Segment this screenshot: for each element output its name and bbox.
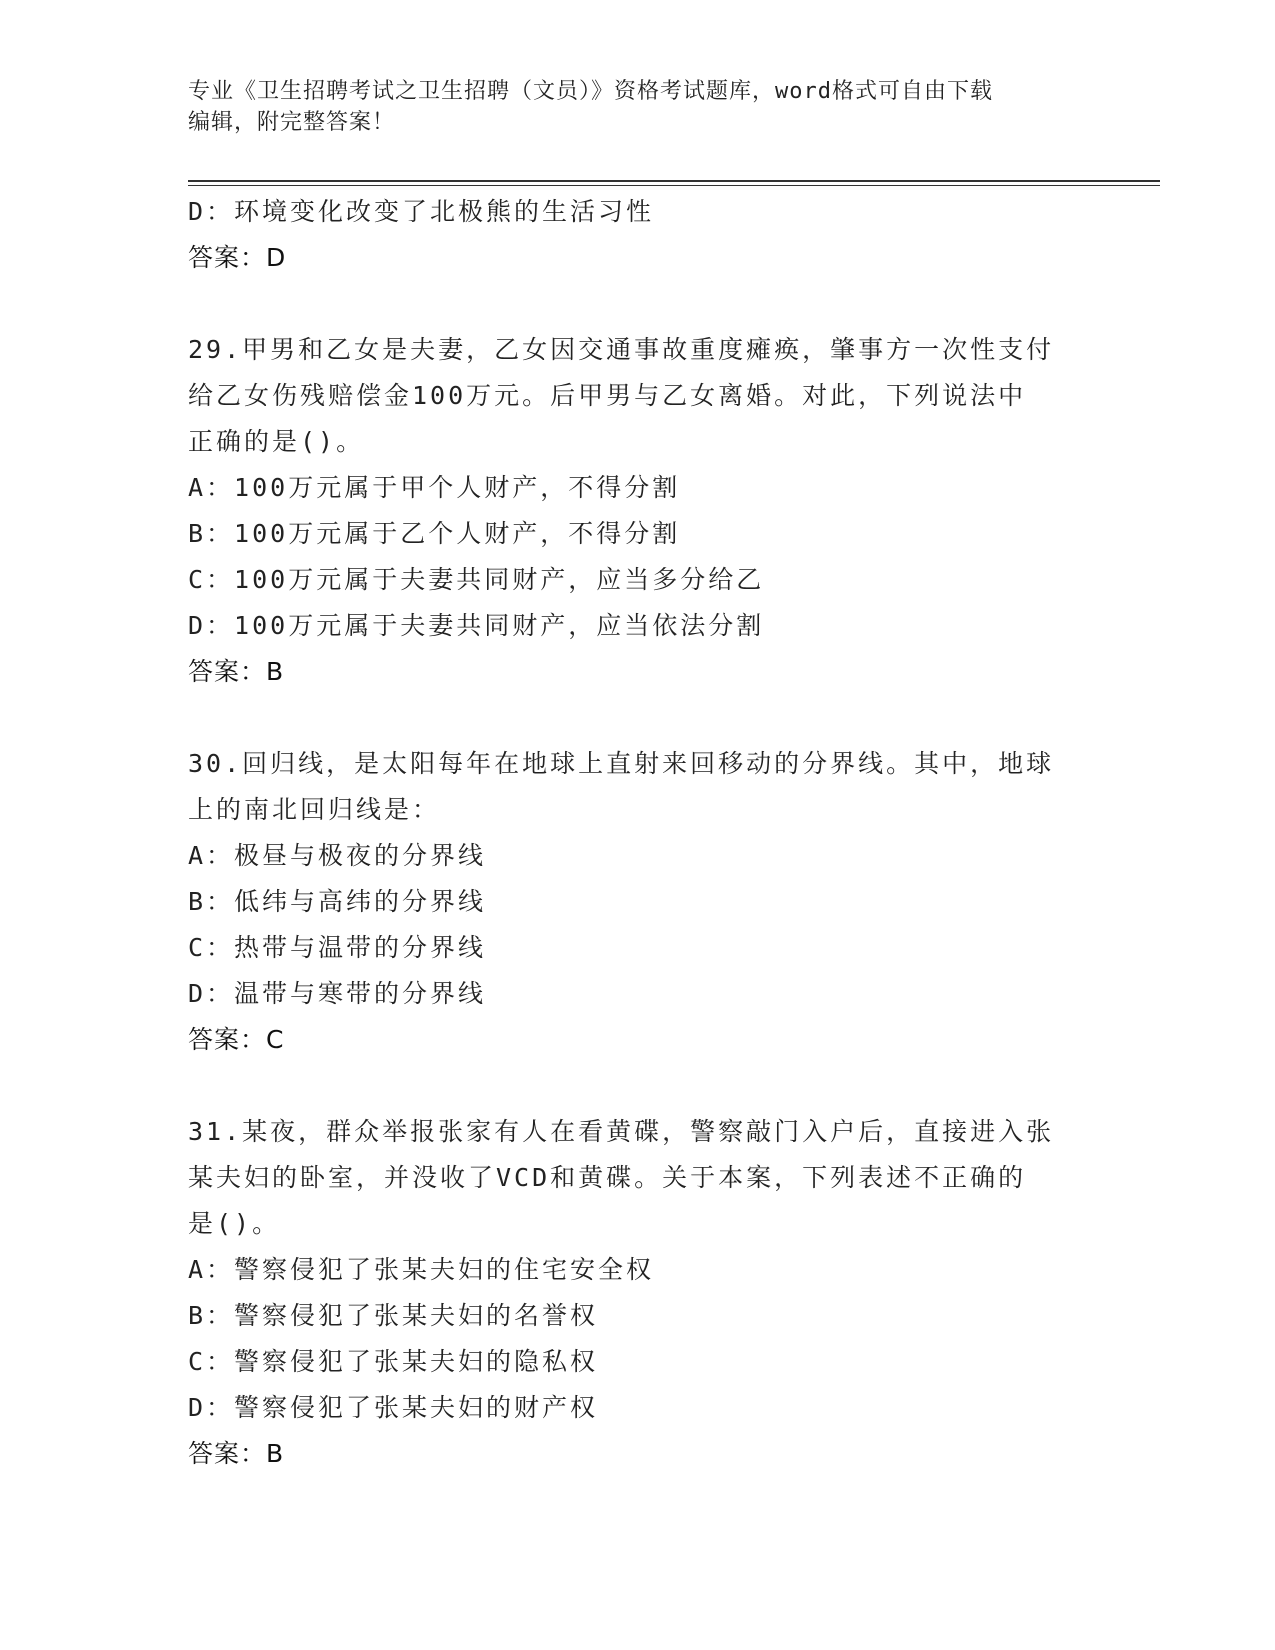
question-28-tail [188,189,1088,281]
header-line-2: 编辑，附完整答案！ [188,110,396,135]
document-header [188,76,1068,138]
answer-line: 答案：B [188,1439,285,1468]
document-body [188,189,1088,1477]
header-divider-thin [188,185,1160,186]
question-stem-line: 29.甲男和乙女是夫妻，乙女因交通事故重度瘫痪，肇事方一次性支付 [188,335,1055,364]
answer-line: 答案：D [188,243,287,272]
question-stem-line: 正确的是()。 [188,427,365,456]
option-b: B：低纬与高纬的分界线 [188,887,487,916]
answer-line: 答案：C [188,1025,285,1054]
question-stem-line: 30.回归线，是太阳每年在地球上直射来回移动的分界线。其中，地球 [188,749,1055,778]
option-d: D：温带与寒带的分界线 [188,979,487,1008]
option-d: D：100万元属于夫妻共同财产，应当依法分割 [188,611,765,640]
option-a: A：100万元属于甲个人财产，不得分割 [188,473,681,502]
question-31 [188,1109,1088,1477]
option-b: B：警察侵犯了张某夫妇的名誉权 [188,1301,599,1330]
question-stem-line: 31.某夜，群众举报张家有人在看黄碟，警察敲门入户后，直接进入张 [188,1117,1055,1146]
option-b: B：100万元属于乙个人财产，不得分割 [188,519,681,548]
option-a: A：极昼与极夜的分界线 [188,841,487,870]
header-line-1: 专业《卫生招聘考试之卫生招聘（文员）》资格考试题库，word格式可自由下载 [188,79,993,104]
question-stem-line: 某夫妇的卧室，并没收了VCD和黄碟。关于本案，下列表述不正确的 [188,1163,1027,1192]
option-c: C：100万元属于夫妻共同财产，应当多分给乙 [188,565,765,594]
spacer [188,695,1088,741]
spacer [188,1063,1088,1109]
option-c: C：警察侵犯了张某夫妇的隐私权 [188,1347,599,1376]
answer-line: 答案：B [188,657,285,686]
question-29 [188,327,1088,695]
question-stem-line: 给乙女伤残赔偿金100万元。后甲男与乙女离婚。对此，下列说法中 [188,381,1027,410]
option-d: D：环境变化改变了北极熊的生活习性 [188,197,655,226]
option-c: C：热带与温带的分界线 [188,933,487,962]
option-d: D：警察侵犯了张某夫妇的财产权 [188,1393,599,1422]
header-divider-thick [188,180,1160,182]
spacer [188,281,1088,327]
question-30 [188,741,1088,1063]
option-a: A：警察侵犯了张某夫妇的住宅安全权 [188,1255,655,1284]
question-stem-line: 上的南北回归线是： [188,795,441,824]
question-stem-line: 是()。 [188,1209,281,1238]
